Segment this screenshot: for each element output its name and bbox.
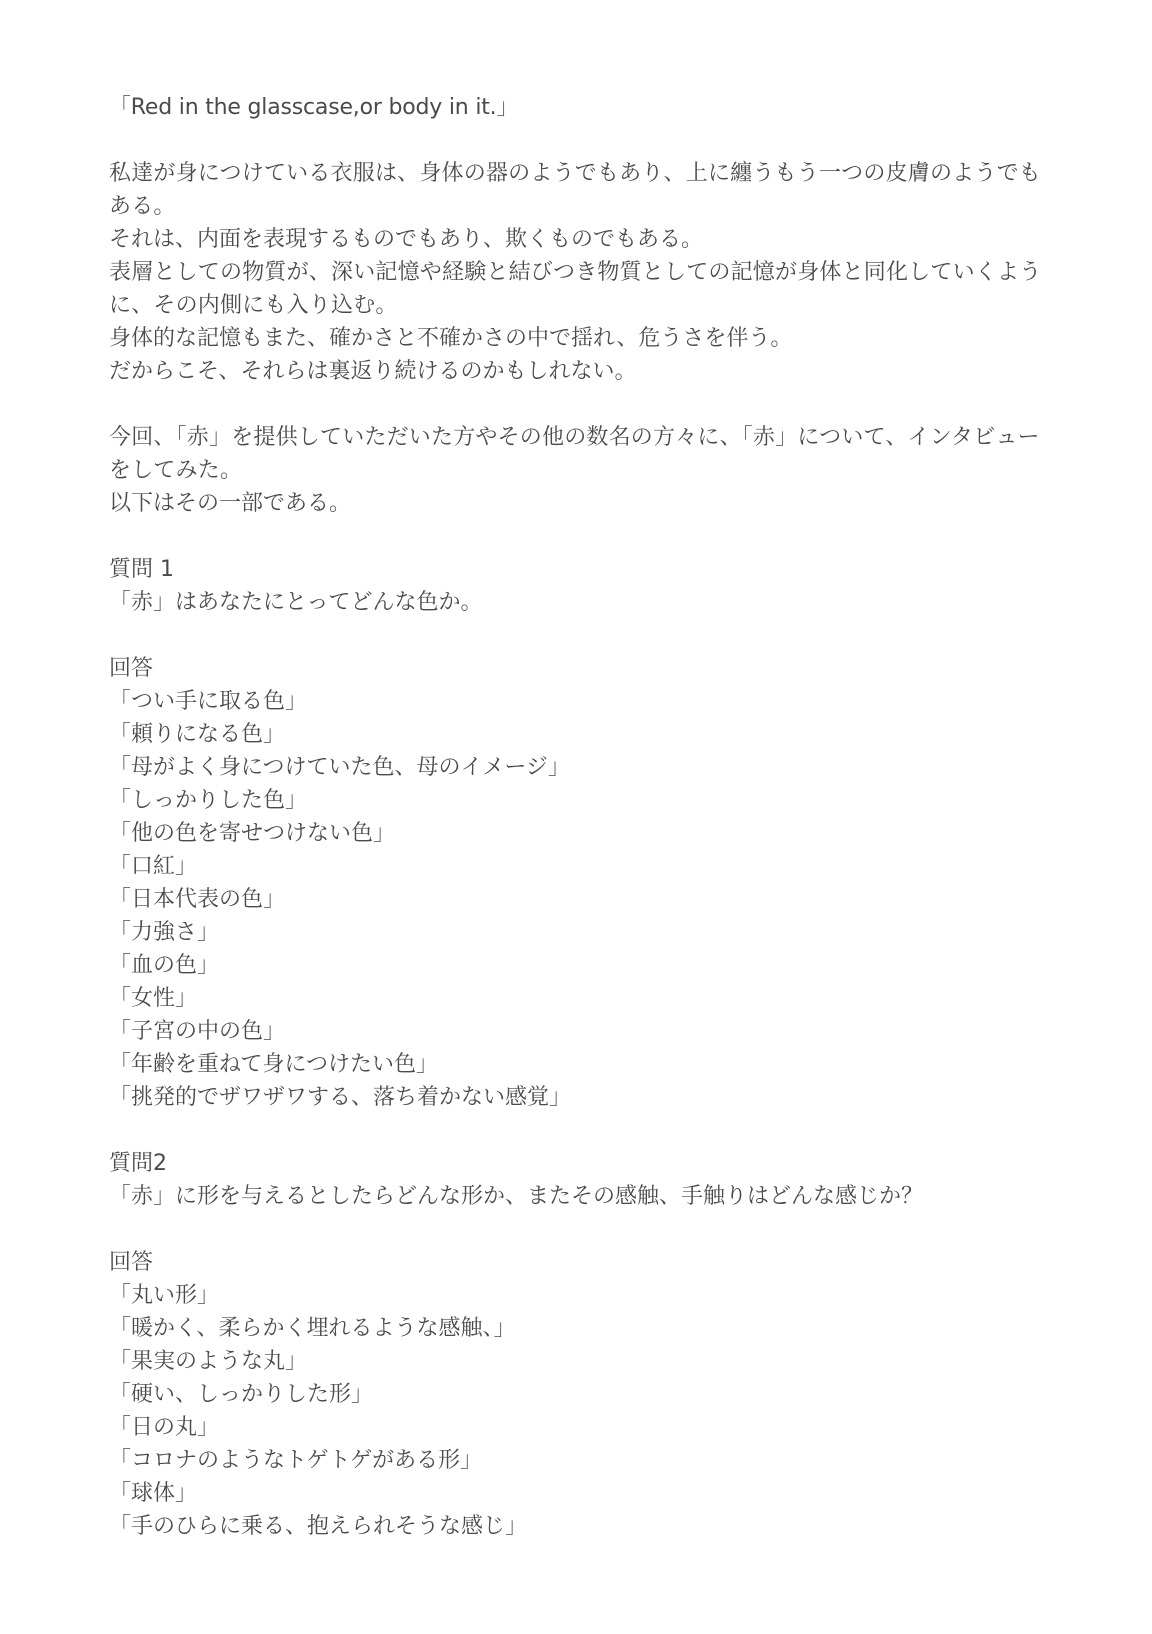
intro-paragraph-5: だからこそ、それらは裏返り続けるのかもしれない。 [109, 359, 637, 384]
answer-item: 「日の丸」 [109, 1415, 220, 1440]
intro-paragraph-3: 表層としての物質が、深い記憶や経験と結びつき物質としての記憶が身体と同化していくように、その内側にも入り込む。 [109, 260, 1042, 318]
answer-item: 「口紅」 [109, 854, 198, 879]
interview-intro-1: 今回、「赤」を提供していただいた方やその他の数名の方々に、「赤」について、インタビューをしてみた。 [109, 425, 1040, 483]
answer-item: 「果実のような丸」 [109, 1349, 308, 1374]
answer-item: 「丸い形」 [109, 1283, 220, 1308]
answer-item: 「母がよく身につけていた色、母のイメージ」 [109, 755, 570, 780]
spacer [109, 124, 1052, 157]
answer-item: 「手のひらに乗る、抱えられそうな感じ」 [109, 1514, 528, 1539]
answer-item: 「力強さ」 [109, 920, 220, 945]
answer-item: 「女性」 [109, 986, 198, 1011]
answer-item: 「しっかりした色」 [109, 788, 308, 813]
answer-item: 「球体」 [109, 1481, 198, 1506]
answer-item: 「コロナのようなトゲトゲがある形」 [109, 1448, 483, 1473]
answer-2-label: 回答 [109, 1250, 154, 1275]
interview-intro-2: 以下はその一部である。 [109, 491, 352, 516]
spacer [109, 619, 1052, 652]
answer-1-label: 回答 [109, 656, 154, 681]
spacer [109, 1213, 1052, 1246]
answer-item: 「血の色」 [109, 953, 220, 978]
answer-item: 「日本代表の色」 [109, 887, 286, 912]
spacer [109, 520, 1052, 553]
answer-item: 「子宮の中の色」 [109, 1019, 286, 1044]
answer-item: 「暖かく、柔らかく埋れるような感触、」 [109, 1316, 516, 1341]
question-2-text: 「赤」に形を与えるとしたらどんな形か、またその感触、手触りはどんな感じか？ [109, 1184, 924, 1209]
answer-item: 「挑発的でザワザワする、落ち着かない感覚」 [109, 1085, 572, 1110]
intro-paragraph-2: それは、内面を表現するものでもあり、欺くものでもある。 [109, 227, 704, 252]
question-1-label: 質問 1 [109, 557, 174, 582]
answer-item: 「つい手に取る色」 [109, 689, 308, 714]
answer-1-list [109, 685, 1052, 1114]
question-1-text: 「赤」はあなたにとってどんな色か。 [109, 590, 483, 615]
answer-item: 「頼りになる色」 [109, 722, 286, 747]
spacer [109, 388, 1052, 421]
answer-2-list [109, 1279, 1052, 1543]
spacer [109, 1114, 1052, 1147]
document-title: 「Red in the glasscase,or body in it.」 [109, 95, 519, 120]
answer-item: 「硬い、しっかりした形」 [109, 1382, 374, 1407]
intro-paragraph-1: 私達が身につけている衣服は、身体の器のようでもあり、上に纏うもう一つの皮膚のようでもある。 [109, 161, 1041, 219]
answer-item: 「他の色を寄せつけない色」 [109, 821, 396, 846]
answer-item: 「年齢を重ねて身につけたい色」 [109, 1052, 439, 1077]
question-2-label: 質問2 [109, 1151, 167, 1176]
intro-paragraph-4: 身体的な記憶もまた、確かさと不確かさの中で揺れ、危うさを伴う。 [109, 326, 793, 351]
